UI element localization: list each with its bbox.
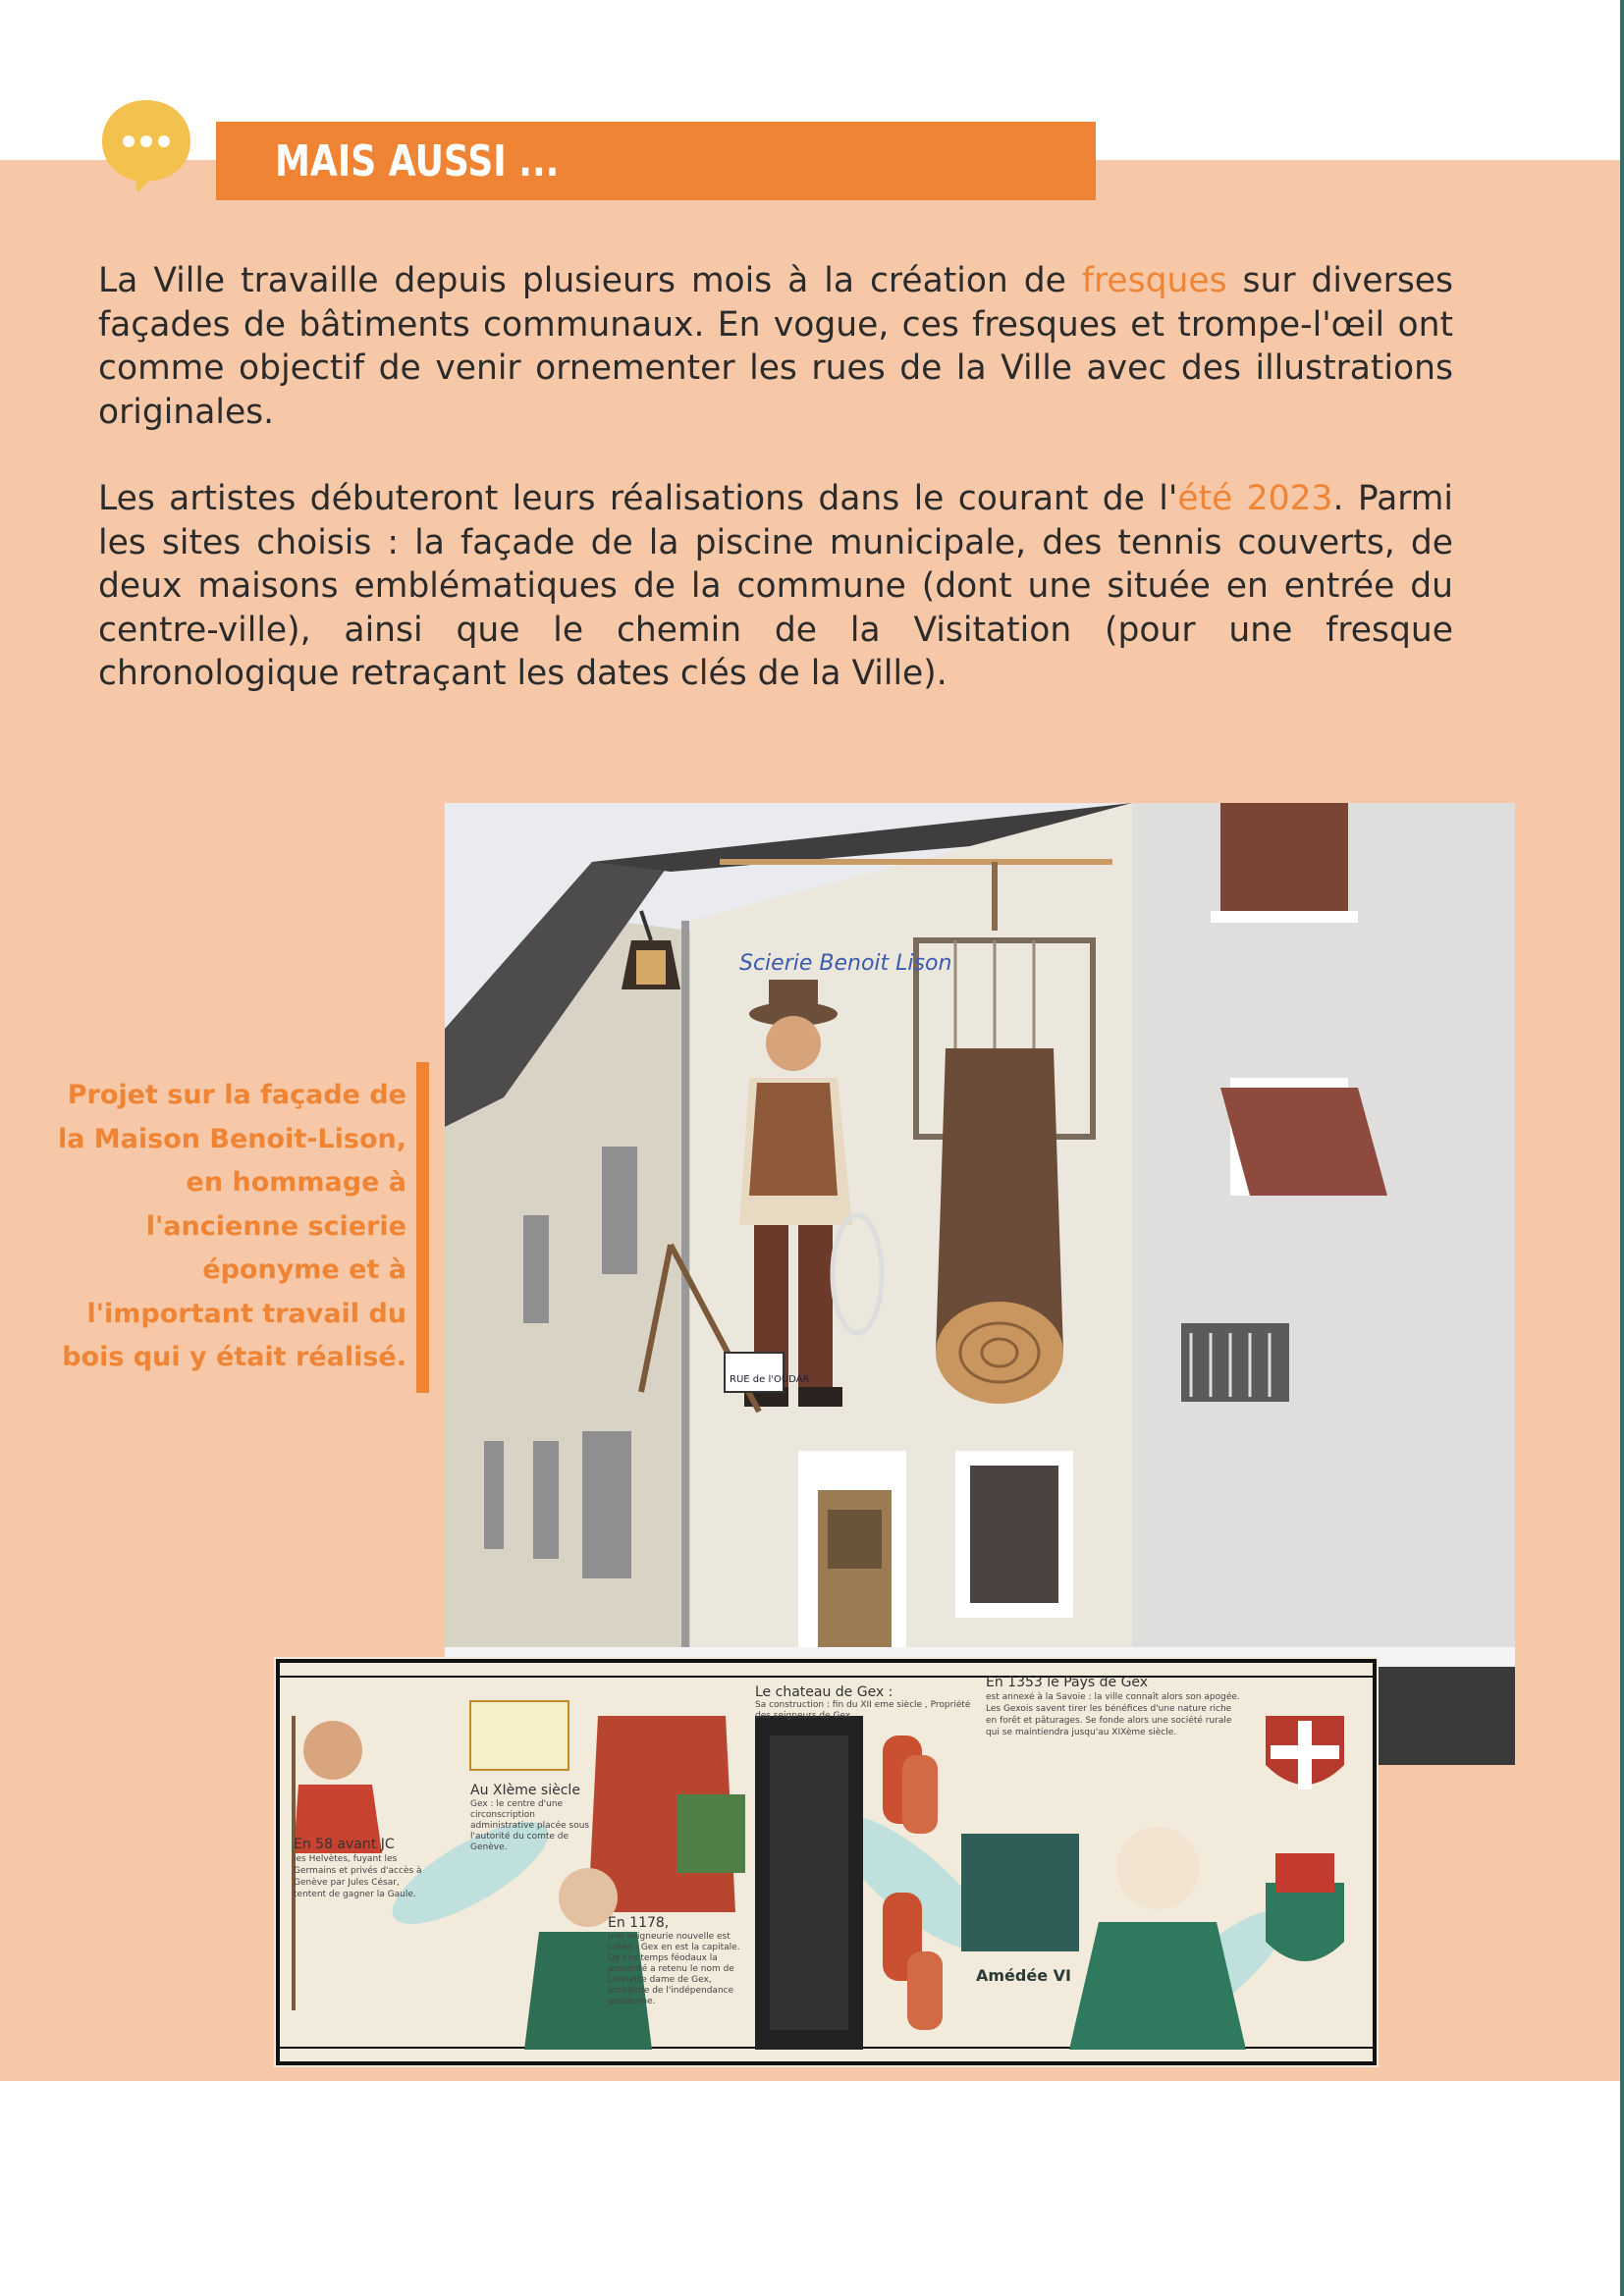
fresco-panel-2-title: Au XIème siècle [470, 1783, 580, 1798]
p2-highlight: été 2023 [1177, 479, 1333, 518]
fresco-illustration [274, 1657, 1379, 2067]
section-header [216, 122, 1096, 200]
fresco-panel-6-title: Amédée VI [976, 1966, 1071, 1985]
building-illustration [445, 803, 1515, 1765]
intro-paragraph-1 [98, 259, 1453, 434]
p1-text-end: sur diverses façades de bâtiments communaux. En vogue, ces fresques et trompe-l'œil ont comme objectif de venir ornementer les rues de la Ville avec des illustrations originales. [98, 261, 1453, 432]
fresco-panel-3-text: une seigneurie nouvelle est créée : Gex en est la capitale. De ces temps féodaux la postérité a retenu le nom de Léonette dame de Gex, emblème de l'indépendance gessienne. [608, 1932, 740, 2006]
fresco-panel-3-title: En 1178, [608, 1915, 670, 1931]
fresco-panel-4-title: Le chateau de Gex : [755, 1684, 893, 1700]
mural-signature: Scierie Benoit Lison [739, 951, 952, 976]
p2-text-start: Les artistes débuteront leurs réalisations dans le courant de l' [98, 479, 1178, 518]
fresco-panel-1-title: En 58 avant JC [294, 1837, 395, 1852]
fresco-panel-2-text: Gex : le centre d'une circonscription administrative placée sous l'autorité du comte de Genève. [470, 1799, 590, 1852]
intro-paragraph-2 [98, 477, 1453, 696]
p2-text-end: . Parmi les sites choisis : la façade de la piscine municipale, des tennis couverts, de deux maisons emblématiques de la commune (dont une située en entrée du centre-ville), ainsi que le chemin de la Visitation (pour une fresque chronologique retraçant les dates clés de la Ville). [98, 479, 1453, 693]
building-mural-photo [445, 803, 1515, 1765]
history-fresco [274, 1657, 1379, 2067]
p1-text-start: La Ville travaille depuis plusieurs mois à la création de [98, 261, 1082, 300]
page-edge [1620, 0, 1624, 2296]
street-sign: RUE de l'OUDAR [730, 1374, 810, 1385]
caption-rule [416, 1062, 429, 1393]
fresco-panel-5-text: est annexé à la Savoie : la ville connaît alors son apogée. Les Gexois savent tirer les bénéfices d'une nature riche en forêt et pâturages. Se fonde alors une société rurale qui se maintiendra jusqu'au XIXème siècle. [986, 1692, 1240, 1737]
p1-highlight: fresques [1081, 261, 1227, 300]
photo-caption: Projet sur la façade de la Maison Benoit-Lison, en hommage à l'ancienne scierie éponyme et à l'important travail du bois qui y était réalisé. [57, 1080, 406, 1372]
section-title: MAIS AUSSI ... [275, 135, 560, 187]
fresco-panel-5-title: En 1353 le Pays de Gex [986, 1675, 1149, 1690]
fresco-panel-4-text: Sa construction : fin du XII eme siècle , Propriété des seigneurs de Gex [755, 1700, 971, 1721]
speech-bubble-icon [98, 96, 194, 192]
fresco-panel-1-text: les Helvètes, fuyant les Germains et privés d'accès à Genève par Jules César, tentent de gagner la Gaule. [294, 1854, 422, 1899]
